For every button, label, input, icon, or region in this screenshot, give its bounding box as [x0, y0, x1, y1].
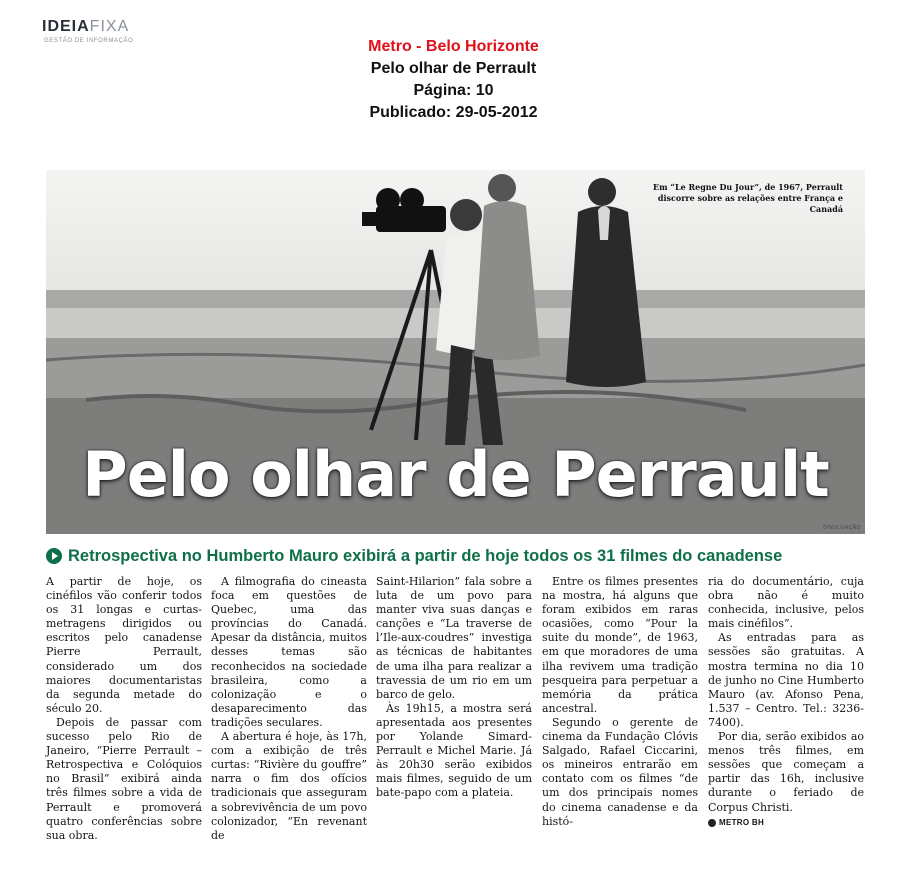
byline	[708, 816, 864, 830]
paragraph: Depois de passar com sucesso pelo Rio de Janeiro, “Pierre Perrault – Retrospectiva e Colóquios no Brasil” exibirá ainda três filmes sobre a vida de Perrault e promoverá quatro conferências sobre sua obra.	[46, 715, 202, 842]
photo-credit: DIVULGAÇÃO	[823, 525, 861, 531]
column-4	[542, 575, 698, 829]
article-body	[46, 575, 865, 842]
metro-logo-icon	[708, 819, 716, 827]
paragraph: As entradas para as sessões são gratuitas. A mostra termina no dia 10 de junho no Cine Humberto Mauro (av. Afonso Pena, 1.537 – Centro. Tel.: 3236-7400).	[708, 631, 864, 729]
article-title: Pelo olhar de Perrault	[370, 60, 537, 77]
paragraph: Segundo o gerente de cinema da Fundação Clóvis Salgado, Rafael Ciccarini, os mineiros entrarão em contato com os filmes “de um dos principais nomes do cinema canadense e da histó-	[542, 715, 698, 828]
paragraph: A abertura é hoje, às 17h, com a exibição de três curtas: “Rivière du gouffre” narra o fim dos ofícios tradicionais que asseguram a sobrevivência de um povo colonizador, “En revenant de	[211, 730, 367, 842]
play-bullet-icon	[46, 548, 62, 564]
article-photo	[46, 170, 865, 534]
column-3	[376, 575, 532, 801]
column-5	[708, 575, 864, 830]
photo-caption: Em “Le Regne Du Jour”, de 1967, Perrault discorre sobre as relações entre França e Canadá	[653, 182, 843, 214]
publication-date: Publicado: 29-05-2012	[369, 104, 538, 121]
paragraph: Por dia, serão exibidos ao menos três filmes, em sessões que começam a partir das 16h, inclusive durante o feriado de Corpus Christi.	[708, 730, 864, 814]
logo-tagline: GESTÃO DE INFORMAÇÃO	[44, 38, 134, 44]
paragraph: Entre os filmes presentes na mostra, há alguns que foram exibidos em raras ocasiões, como “Pour la suite du monde”, de 1963, em que moradores de uma ilha revivem uma tradição pesqueira para perpetuar a memória da prática ancestral.	[542, 575, 698, 715]
page-number: Página: 10	[413, 82, 494, 99]
paragraph: A partir de hoje, os cinéfilos vão conferir todos os 31 longas e curtas-metragens dirigidos ou escritos pelo canadense Pierre Perrault, considerado um dos maiores documentaristas da segunda metade do século 20.	[46, 575, 202, 715]
paragraph: Às 19h15, a mostra será apresentada aos presentes por Yolande Simard-Perrault e Michel Marie. Já às 20h30 serão exibidos mais filmes, seguido de um bate-papo com a plateia.	[376, 701, 532, 800]
paragraph: A filmografia do cineasta foca em questões de Quebec, uma das províncias do Canadá. Apesar da distância, muitos desses temas são reconhecidos na sociedade brasileira, como a colonização e o desaparecimento das tradições seculares.	[211, 575, 367, 729]
subheadline	[46, 541, 865, 571]
byline-label: METRO BH	[719, 817, 765, 827]
clipping-header	[0, 36, 907, 124]
paragraph: ria do documentário, cuja obra não é muito conhecida, inclusive, pelos mais cinéfilos”.	[708, 575, 864, 631]
column-2	[211, 575, 367, 843]
paragraph: Saint-Hilarion” fala sobre a luta de um povo para manter viva suas danças e canções e “La traverse de l’Ile-aux-coudres” investiga as técnicas de habitantes de uma ilha para realizar a travessia de um rio em um barco de gelo.	[376, 575, 532, 701]
headline: Pelo olhar de Perrault	[82, 438, 829, 511]
subheadline-text: Retrospectiva no Humberto Mauro exibirá a partir de hoje todos os 31 filmes do canadense	[68, 546, 783, 565]
source-title: Metro - Belo Horizonte	[368, 38, 539, 55]
column-1	[46, 575, 202, 843]
logo-wordmark: IDEIAFIXA	[42, 18, 130, 35]
